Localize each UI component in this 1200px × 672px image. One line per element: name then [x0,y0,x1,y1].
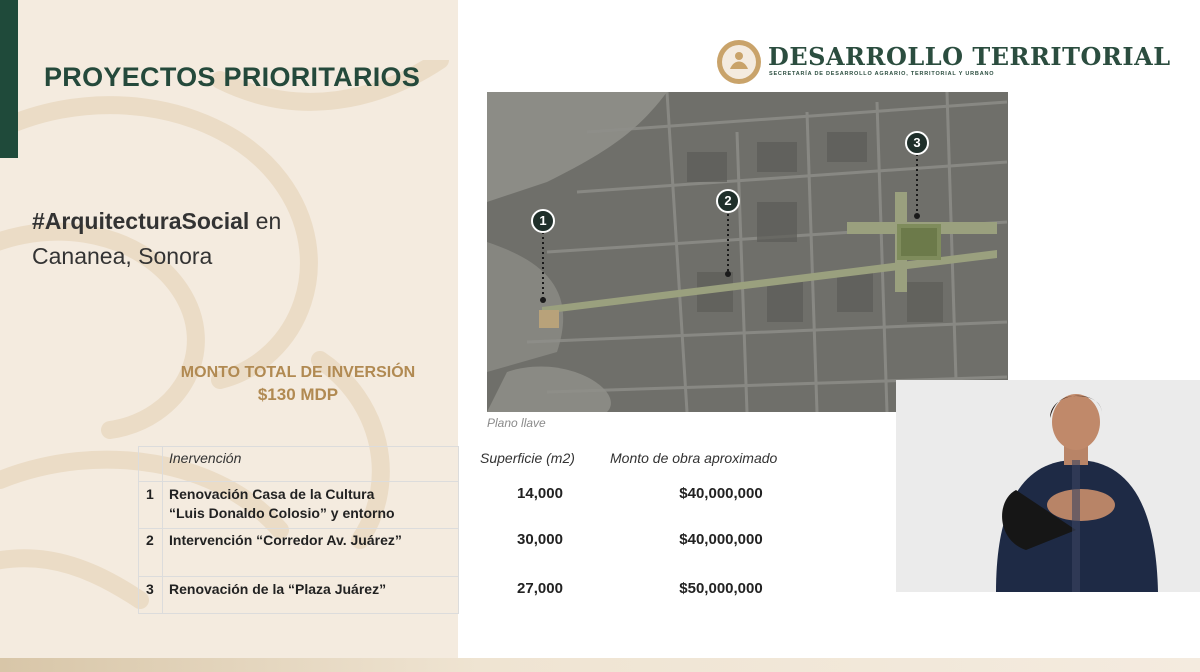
map-marker-2: 2 [716,189,740,213]
header-area: Superficie (m2) [480,450,575,466]
table-border [458,446,459,614]
table-border [138,481,458,482]
map-caption: Plano llave [487,416,546,430]
map-marker-1: 1 [531,209,555,233]
org-title: DESARROLLO TERRITORIAL [768,42,1171,71]
investment-value: $130 MDP [257,385,339,404]
interpreter-figure [896,380,1200,592]
table-border [138,446,139,614]
table-border [138,613,458,614]
row-name: Intervención “Corredor Av. Juárez” [169,532,402,548]
investment-label: MONTO TOTAL DE INVERSIÓN [180,364,416,381]
row-amount: $50,000,000 [679,580,763,597]
row-name: Renovación de la “Plaza Juárez” [169,581,387,597]
hashtag: #ArquitecturaSocial [32,208,250,234]
row-amount: $40,000,000 [679,485,763,502]
hashtag-line [32,208,281,235]
table-border [138,528,458,529]
accent-bar [0,0,18,158]
header-amount: Monto de obra aproximado [610,450,778,466]
map-image [487,92,1008,412]
header-intervention: Inervención [169,450,242,466]
location: Cananea, Sonora [32,243,213,269]
row-number: 3 [146,581,154,597]
row-area: 30,000 [517,531,563,548]
left-panel [0,0,458,672]
map-marker-3: 3 [905,131,929,155]
row-area: 27,000 [517,580,563,597]
org-subtitle: SECRETARÍA DE DESARROLLO AGRARIO, TERRITORIAL Y URBANO [769,71,995,77]
sign-interpreter-video [896,380,1200,592]
table-border [162,446,163,614]
table-border [138,446,458,447]
table-border [138,576,458,577]
page-title: PROYECTOS PRIORITARIOS [44,62,421,92]
row-area: 14,000 [517,485,563,502]
row-number: 2 [146,532,154,548]
aerial-map [487,92,1008,412]
row-name: Renovación Casa de la Cultura [169,486,375,502]
bottom-strip [0,658,1200,672]
hashtag-suffix: en [249,208,282,234]
row-amount: $40,000,000 [679,531,763,548]
row-name-line2: “Luis Donaldo Colosio” y entorno [169,505,395,521]
row-number: 1 [146,486,154,502]
seal-icon [716,39,762,85]
